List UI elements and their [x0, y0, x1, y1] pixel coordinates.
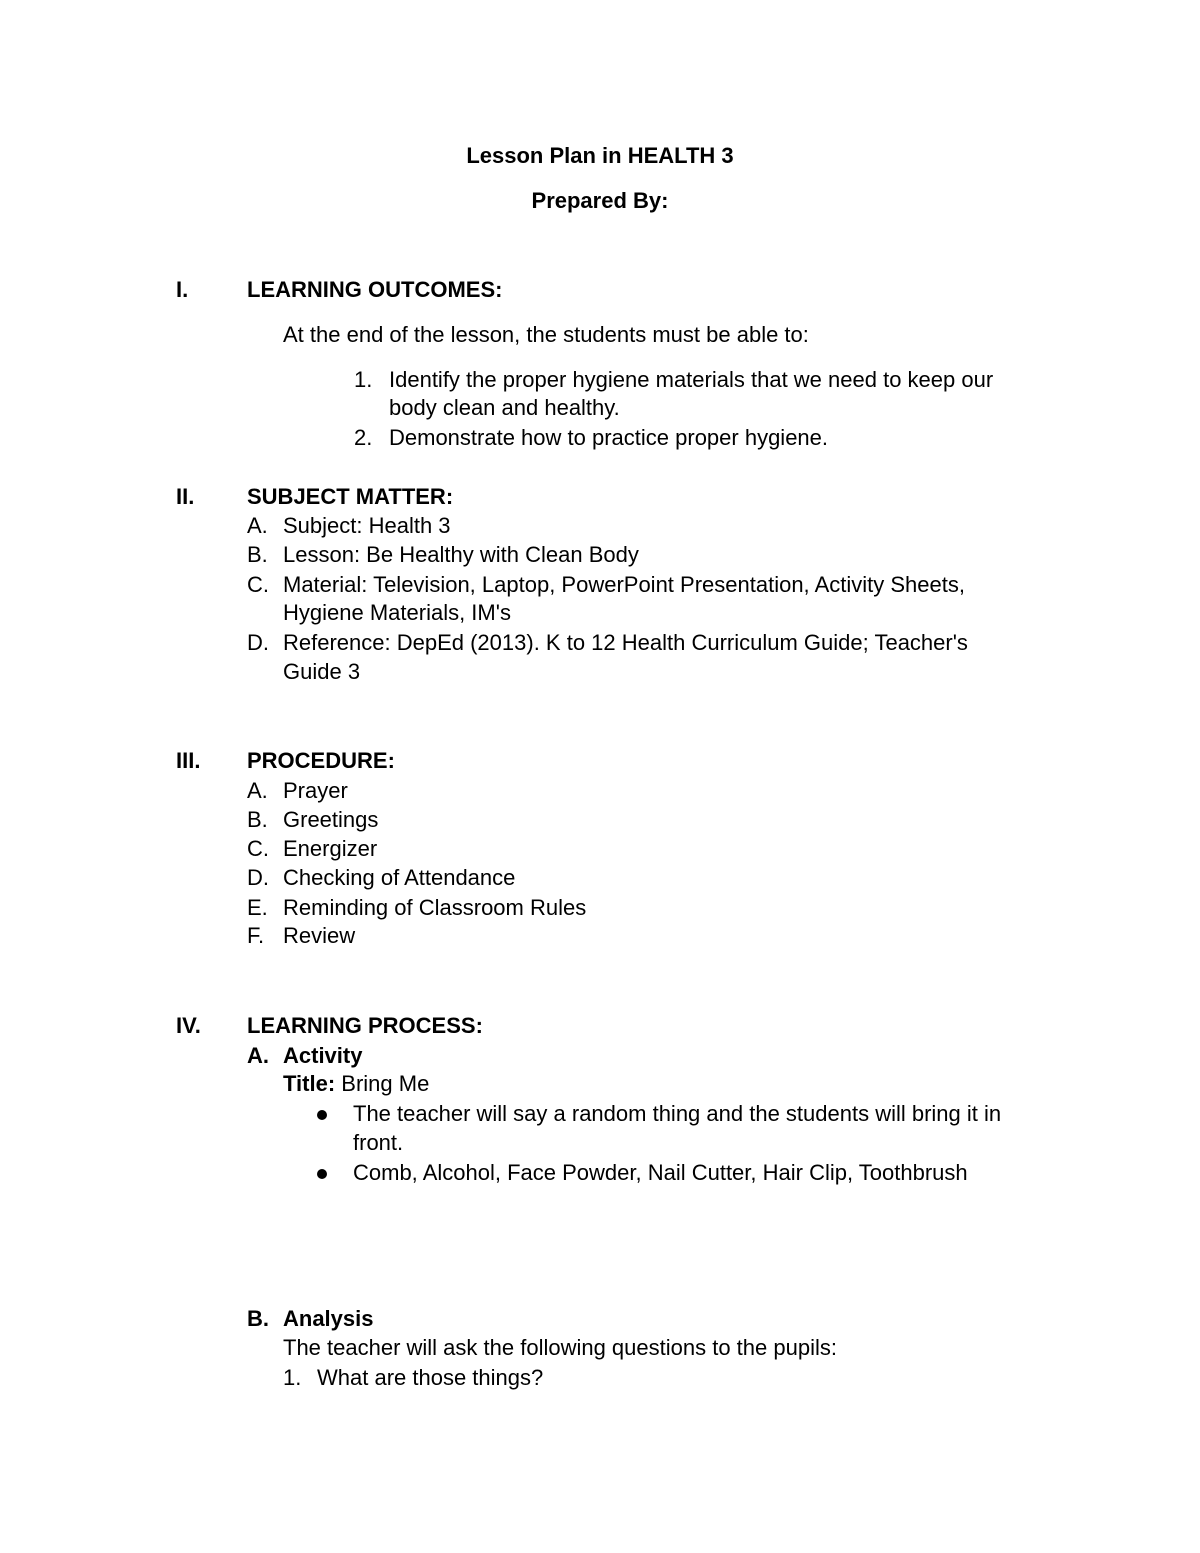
item-text-continued: Hygiene Materials, IM's [283, 600, 511, 625]
item-letter: F. [247, 923, 265, 948]
subsection-heading: Activity [283, 1043, 363, 1068]
item-text: Demonstrate how to practice proper hygiene. [389, 425, 829, 450]
subsection-heading: Analysis [283, 1306, 374, 1331]
item-text: Lesson: Be Healthy with Clean Body [283, 542, 639, 567]
document-title: Lesson Plan in HEALTH 3 [466, 143, 734, 168]
item-letter: A. [247, 513, 268, 538]
item-letter: B. [247, 542, 268, 567]
section-heading: PROCEDURE: [247, 748, 395, 773]
item-text-continued: body clean and healthy. [389, 395, 620, 420]
item-letter: C. [247, 572, 269, 597]
subsection-letter: B. [247, 1306, 269, 1331]
item-text: What are those things? [317, 1365, 544, 1390]
analysis-intro: The teacher will ask the following questions to the pupils: [283, 1335, 837, 1360]
item-number: 1. [283, 1365, 302, 1390]
item-text: Checking of Attendance [283, 865, 516, 890]
item-text: Subject: Health 3 [283, 513, 451, 538]
item-text: Prayer [283, 778, 348, 803]
section-numeral: III. [176, 748, 201, 773]
section-heading: SUBJECT MATTER: [247, 484, 454, 509]
item-text: Reference: DepEd (2013). K to 12 Health Curriculum Guide; Teacher's [283, 630, 968, 655]
prepared-by: Prepared By: [531, 188, 669, 213]
activity-title-label: Title: [283, 1071, 336, 1096]
outcomes-intro: At the end of the lesson, the students must be able to: [283, 322, 809, 347]
item-text: Energizer [283, 836, 378, 861]
activity-title-value: Bring Me [341, 1071, 430, 1096]
item-text: Greetings [283, 807, 379, 832]
item-text: Identify the proper hygiene materials that we need to keep our [389, 367, 994, 392]
item-text: Material: Television, Laptop, PowerPoint Presentation, Activity Sheets, [283, 572, 965, 597]
item-number: 1. [354, 367, 373, 392]
section-numeral: I. [176, 277, 189, 302]
bullet-icon [317, 1110, 327, 1120]
bullet-text: Comb, Alcohol, Face Powder, Nail Cutter, Hair Clip, Toothbrush [353, 1160, 968, 1185]
item-letter: C. [247, 836, 269, 861]
section-numeral: IV. [176, 1013, 201, 1038]
item-letter: D. [247, 630, 269, 655]
activity-title-line [283, 1070, 429, 1098]
bullet-text-continued: front. [353, 1130, 404, 1155]
item-letter: A. [247, 778, 268, 803]
section-heading: LEARNING OUTCOMES: [247, 277, 503, 302]
item-text: Review [283, 923, 356, 948]
subsection-letter: A. [247, 1043, 269, 1068]
item-number: 2. [354, 425, 373, 450]
bullet-text: The teacher will say a random thing and the students will bring it in [353, 1101, 1002, 1126]
item-text: Reminding of Classroom Rules [283, 895, 587, 920]
section-numeral: II. [176, 484, 195, 509]
item-text-continued: Guide 3 [283, 659, 361, 684]
section-heading: LEARNING PROCESS: [247, 1013, 483, 1038]
item-letter: E. [247, 895, 268, 920]
item-letter: D. [247, 865, 269, 890]
item-letter: B. [247, 807, 268, 832]
bullet-icon [317, 1169, 327, 1179]
